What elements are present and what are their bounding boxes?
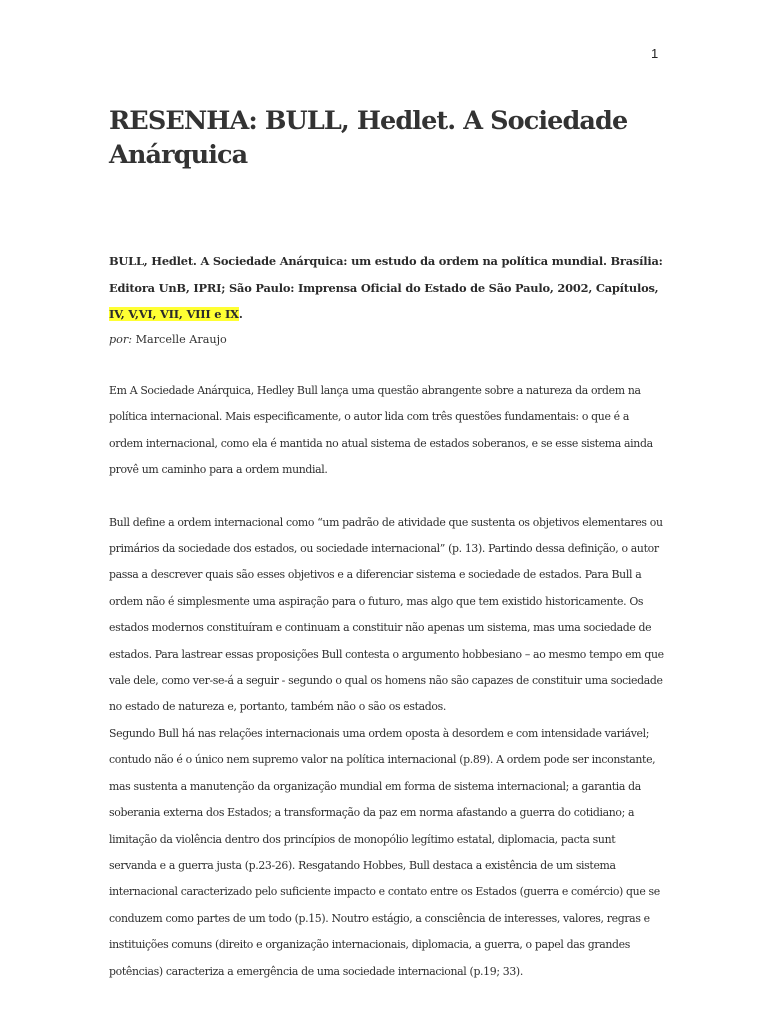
paragraph-order: Segundo Bull há nas relações internacionais uma ordem oposta à desordem e com intensidade variável; contudo não é o único nem supremo valor na política internacional (p.89). A ordem pode ser inconstante, mas sustenta a manutenção da organização mundial em forma de sistema internacional; a garantia da soberania externa dos Estados; a transformação da paz em norma afastando a guerra do cotidiano; a limitação da violência dentro dos princípios de monopólio legítimo estatal, diplomacia, pacta sunt servanda e a guerra justa (p.23-26). Resgatando Hobbes, Bull destaca a existência de um sistema internacional caracterizado pelo suficiente impacto e contato entre os Estados (guerra e comércio) que se conduzem como partes de um todo (p.15). Noutro estágio, a consciência de interesses, valores, regras e instituições comuns (direito e organização internacionais, diplomacia, a guerra, o papel das grandes potências) caracteriza a emergência de uma sociedade internacional (p.19; 33). [109,726,660,978]
page-number: 1 [651,46,659,61]
paragraph-intro: Em A Sociedade Anárquica, Hedley Bull lança uma questão abrangente sobre a natureza da ordem na política internacional. Mais especificamente, o autor lida com três questões fundamentais: o que é a ordem internacional, como ela é mantida no atual sistema de estados soberanos, e se esse sistema ainda provê um caminho para a ordem mundial. [109,384,653,477]
document-title: RESENHA: BULL, Hedlet. A Sociedade Anárquica [109,106,628,170]
author-line [109,331,227,349]
citation-end: . [238,307,243,321]
document-body [109,378,665,985]
bibliographic-citation [109,248,669,328]
author-prefix: por: [109,333,133,346]
citation-text: BULL, Hedlet. A Sociedade Anárquica: um estudo da ordem na política mundial. Brasília: Editora UnB, IPRI; São Paulo: Imprensa Oficial do Estado de São Paulo, 2002, Capítulos, [109,254,663,295]
author-name: Marcelle Araujo [135,333,227,346]
citation-highlighted-chapters: IV, V,VI, VII, VIII e IX [109,307,239,321]
paragraph-definition: Bull define a ordem internacional como “um padrão de atividade que sustenta os objetivos elementares ou primários da sociedade dos estados, ou sociedade internacional” (p. 13). Partindo dessa definição, o autor passa a descrever quais são esses objetivos e a diferenciar sistema e sociedade de estados. Para Bull a ordem não é simplesmente uma aspiração para o futuro, mas algo que tem existido historicamente. Os estados modernos constituíram e continuam a constituir não apenas um sistema, mas uma sociedade de estados. Para lastrear essas proposições Bull contesta o argumento hobbesiano – ao mesmo tempo em que vale dele, como ver-se-á a seguir - segundo o qual os homens não são capazes de constituir uma sociedade no estado de natureza e, portanto, também não o são os estados. [109,515,664,714]
paragraph-spacer [109,484,665,510]
